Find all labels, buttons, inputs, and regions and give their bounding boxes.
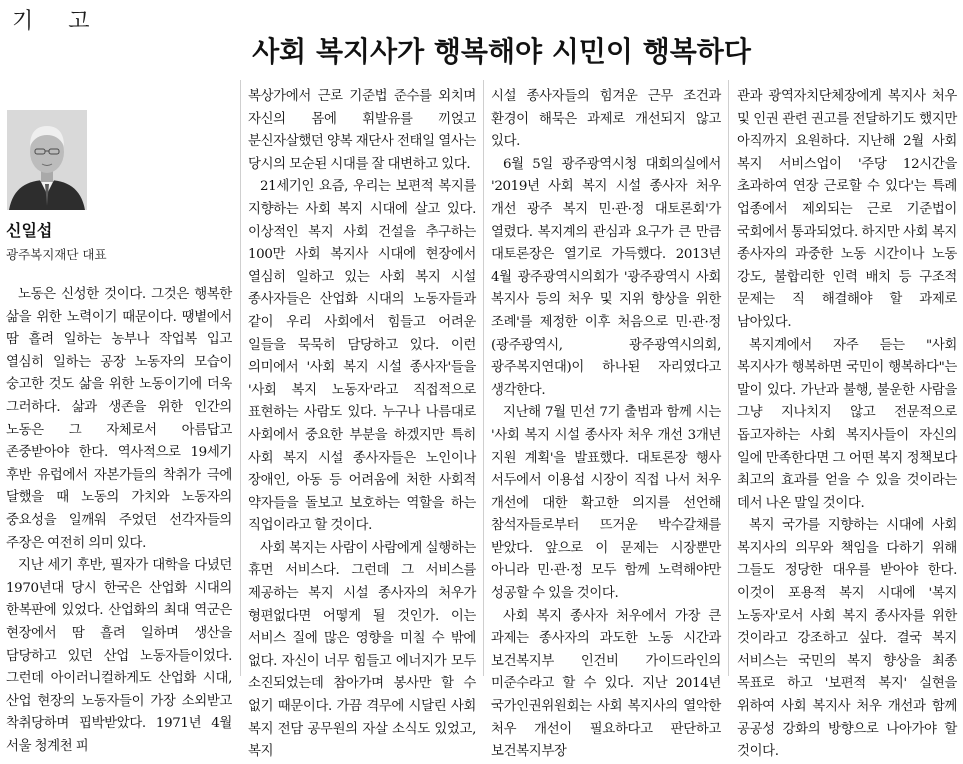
column-divider-2 <box>483 80 484 676</box>
paragraph: 6월 5일 광주광역시청 대회의실에서 '2019년 사회 복지 시설 종사자 처우 개선 광주 복지 민·관·정 대토론회'가 열렸다. 복지계의 관심과 요구가 큰 만큼 대토론장은 열기로 가득했다. 2013년 4월 광주광역시의회가 '광주광역시 사회 복지사 등의 처우 및 지위 향상을 위한 조례'를 제정한 이후 처음으로 민·관·정(광주광역시, 광주광역시의회, 광주복지연대)이 하나된 자리였다고 생각한다. <box>491 156 721 398</box>
column-divider-3 <box>728 80 729 676</box>
paragraph: 시설 종사자들의 힘겨운 근무 조건과 환경이 해묵은 과제로 개선되지 않고 있다. <box>491 89 721 150</box>
paragraph: 사회 복지 종사자 처우에서 가장 큰 과제는 종사자의 과도한 노동 시간과 보건복지부 인건비 가이드라인의 미준수라고 할 수 있다. 지난 2014년 국가인권위원회는 사회 복지사의 열악한 처우 개선이 필요하다고 판단하고 보건복지부장 <box>491 608 721 760</box>
paragraph: 사회 복지는 사람이 사람에게 실행하는 휴먼 서비스다. 그런데 그 서비스를 제공하는 복지 시설 종사자의 처우가 형편없다면 어떻게 될 것인가. 이는 서비스 질에 많은 영향을 미칠 수 밖에 없다. 자신이 너무 힘들고 에너지가 모두 소진되었는데 참아가며 봉사만 할 수 없기 때문이다. 가끔 격무에 시달린 사회 복지 전담 공무원의 자살 소식도 있었고, 복지 <box>248 540 476 760</box>
paragraph: 지난 세기 후반, 필자가 대학을 다녔던 1970년대 당시 한국은 산업화 시대의 한복판에 있었다. 산업화의 최대 역군은 현장에서 땀 흘려 일하며 생산을 담당하고 있던 산업 노동자들이었다. 그런데 아이러니컬하게도 산업화 시대, 산업 현장의 노동자들이 가장 소외받고 착취당하며 핍박받았다. 1971년 4월 서울 청계천 피 <box>6 558 232 754</box>
author-name: 신일섭 <box>6 221 53 240</box>
paragraph: 복상가에서 근로 기준법 준수를 외치며 자신의 몸에 휘발유를 끼얹고 분신자살했던 양복 재단사 전태일 열사는 당시의 모순된 시대를 잘 대변하고 있다. <box>248 89 476 172</box>
paragraph: 21세기인 요즘, 우리는 보편적 복지를 지향하는 사회 복지 시대에 살고 있다. 이상적인 복지 사회 건설을 추구하는 100만 사회 복지사 시대에 현장에서 열심히 일하고 있는 사회 복지 시설 종사자들은 산업화 시대의 노동자들과 같이 우리 사회에서 힘들고 어려운 일들을 묵묵히 담당하고 있다. 이런 의미에서 '사회 복지 시설 종사자'들을 '사회 복지 노동자'라고 직접적으로 표현하는 사람도 있다. 누구나 나름대로 사회에서 중요한 부분을 하겠지만 특히 사회 복지 시설 종사자들은 노인이나 장애인, 아동 등 어려움에 처한 사회적 약자들을 돌보고 보호하는 역할을 하는 직업이라고 할 것이다. <box>248 179 476 534</box>
article-headline: 사회 복지사가 행복해야 시민이 행복하다 <box>252 35 751 68</box>
paragraph: 지난해 7월 민선 7기 출범과 함께 시는 '사회 복지 시설 종사자 처우 개선 3개년 지원 계획'을 발표했다. 대토론장 행사 서두에서 이용섭 시장이 직접 나서 처우 개선에 대한 확고한 의지를 선언해 참석자들로부터 뜨거운 박수갈채를 받았다. 앞으로 이 문제는 시장뿐만 아니라 민·관·정 모두 함께 노력해야만 성공할 수 있을 것이다. <box>491 405 721 602</box>
author-title: 광주복지재단 대표 <box>6 247 107 262</box>
article-column-3 <box>491 86 721 764</box>
article-column-1 <box>6 284 232 758</box>
author-block <box>6 110 236 263</box>
portrait-image <box>7 110 87 210</box>
paragraph: 관과 광역자치단체장에게 복지사 처우 및 인권 관련 권고를 전달하기도 했지만 아직까지 요원하다. 지난해 2월 사회 복지 서비스업이 '주당 12시간을 초과하여 연장 근로할 수 있다'는 특례 업종에서 제외되는 근로 기준법이 국회에서 통과되었다. 하지만 사회 복지 종사자의 과중한 노동 시간이나 노동 강도, 불합리한 인력 배치 등 구조적 문제는 직 해결해야 할 과제로 남아있다. <box>737 89 957 330</box>
section-label: 기 고 <box>12 9 104 34</box>
paragraph: 노동은 신성한 것이다. 그것은 행복한 삶을 위한 노력이기 때문이다. 땡볕에서 땀 흘려 일하는 농부나 작업복 입고 열심히 일하는 공장 노동자의 모습이 숭고한 것도 삶을 위한 노동이기에 더욱 그러하다. 삶과 생존을 위한 인간의 노동은 그 자체로서 아름답고 존중받아야 한다. 역사적으로 19세기 후반 유럽에서 자본가들의 착취가 극에 달했을 때 노동의 가치와 노동자의 중요성을 일깨워 주었던 선각자들의 주장은 여전히 의미 있다. <box>6 287 232 551</box>
article-column-2 <box>248 86 476 764</box>
author-photo <box>7 110 87 210</box>
paragraph: 복지 국가를 지향하는 시대에 사회 복지사의 의무와 책임을 다하기 위해 그들도 정당한 대우를 받아야 한다. 이것이 포용적 복지 시대에 '복지 노동자'로서 사회 복지 종사자를 위한 것이라고 강조하고 싶다. 결국 복지 서비스는 국민의 복지 향상을 최종 목표로 하고 '보편적 복지' 실현을 위하여 사회 복지사 처우 개선과 함께 공공성 강화의 방향으로 나아가야 할 것이다. <box>737 518 957 760</box>
paragraph: 복지계에서 자주 듣는 "사회 복지사가 행복하면 국민이 행복하다"는 말이 있다. 가난과 불행, 불운한 사람을 그냥 지나치지 않고 전문적으로 돕고자하는 사회 복지사들이 자신의 일에 만족한다면 그 어떤 복지 정책보다 최고의 효과를 얻을 수 있을 것이라는 데서 나온 말일 것이다. <box>737 337 957 511</box>
article-column-4 <box>737 86 957 764</box>
column-divider-1 <box>240 80 241 676</box>
